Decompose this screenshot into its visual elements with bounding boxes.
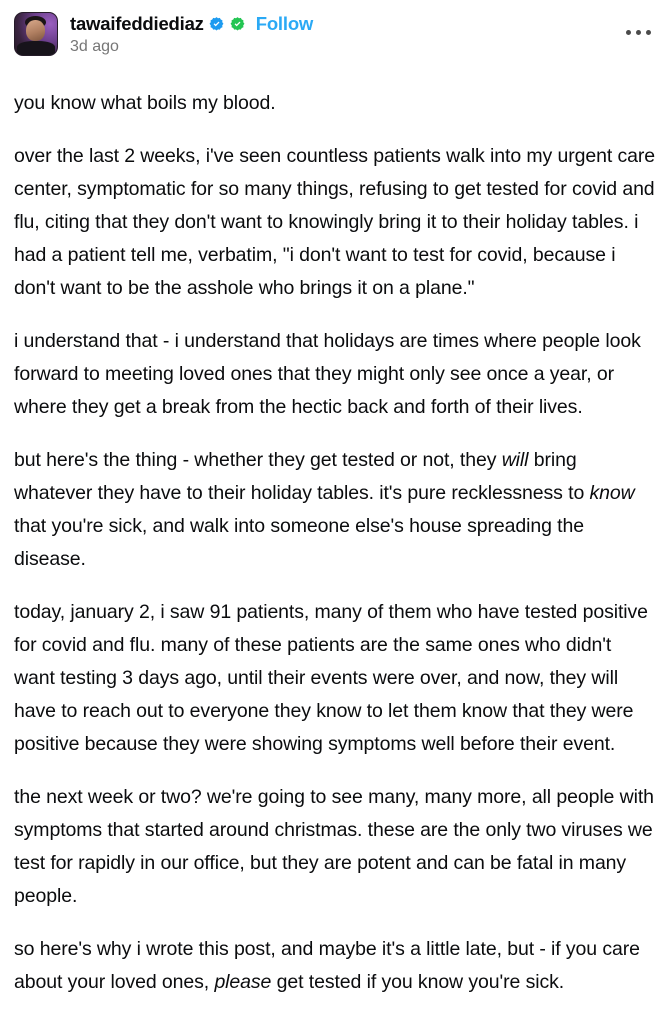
overflow-dot: [636, 30, 641, 35]
post-paragraph: you know what boils my blood.: [14, 92, 276, 114]
verified-badge-green-icon: [229, 16, 246, 33]
avatar-torso: [17, 41, 56, 55]
post-timestamp: 3d ago: [70, 38, 119, 55]
emphasized-text: know: [589, 482, 635, 504]
post-paragraph: the next week or two? we're going to see many, many more, all people with symptoms that started around christmas. these are the only two viruses we test for rapidly in our office, but they are potent and can be fatal in many people.: [14, 786, 654, 907]
post-paragraph: i understand that - i understand that holidays are times where people look forward to meeting loved ones that they might only see once a year, or where they get a break from the hectic back and forth of their lives.: [14, 330, 641, 418]
overflow-dot: [626, 30, 631, 35]
avatar-face: [26, 20, 45, 41]
post-paragraph: but here's the thing - whether they get tested or not, they will bring whatever they have to their holiday tables. it's pure recklessness to know that you're sick, and walk into someone else's house spreading the disease.: [14, 449, 635, 570]
overflow-dot: [646, 30, 651, 35]
emphasized-text: please: [214, 971, 272, 993]
avatar[interactable]: [14, 12, 58, 56]
post-paragraph: so here's why i wrote this post, and maybe it's a little late, but - if you care about your loved ones, please get tested if you know you're sick.: [14, 938, 640, 993]
post-paragraph: today, january 2, i saw 91 patients, many of them who have tested positive for covid and flu. many of these patients are the same ones who didn't want testing 3 days ago, until their events were over, and now, they will have to reach out to everyone they know to let them know that they were positive because they were showing symptoms well before their event.: [14, 601, 648, 755]
follow-button[interactable]: Follow: [255, 13, 314, 34]
emphasized-text: will: [501, 449, 529, 471]
verified-badge-blue-icon: [208, 16, 225, 33]
post-paragraph: over the last 2 weeks, i've seen countless patients walk into my urgent care center, symptomatic for so many things, refusing to get tested for covid and flu, citing that they don't want to knowingly bring it to their holiday tables. i had a patient tell me, verbatim, "i don't want to test for covid, because i don't want to be the asshole who brings it on a plane.": [14, 145, 656, 299]
post-header: [0, 0, 671, 57]
name-row: [70, 13, 313, 35]
post-body: [0, 87, 671, 999]
author-username[interactable]: tawaifeddiediaz: [70, 13, 204, 34]
overflow-menu-icon[interactable]: [622, 26, 655, 39]
header-text-block: [70, 12, 313, 57]
